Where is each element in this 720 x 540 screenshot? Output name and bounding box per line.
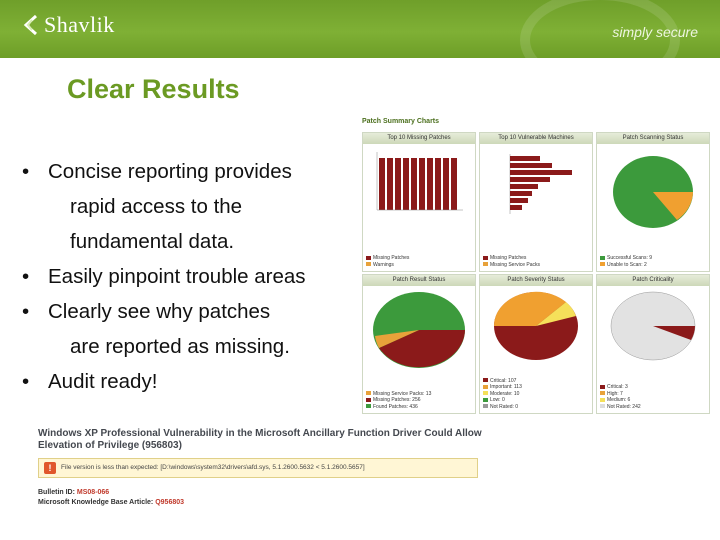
panel-title: Patch Severity Status [480,275,592,286]
bullet-line: fundamental data. [70,230,235,253]
panel-title: Patch Result Status [363,275,475,286]
panel-legend: Successful Scans: 9 Unable to Scan: 2 [600,255,652,268]
panel-title: Top 10 Vulnerable Machines [480,133,592,144]
missing-patches-bar-chart [363,144,475,244]
panel-top-missing-patches [362,132,476,272]
panel-patch-severity-status [479,274,593,414]
vulnerable-machines-bar-chart [480,144,592,244]
kb-label: Microsoft Knowledge Base Article: [38,499,154,506]
bullet-dot: • [22,300,30,323]
criticality-pie [597,286,709,374]
panel-top-vulnerable-machines [479,132,593,272]
bullet-dot: • [22,265,30,288]
kb-article-link[interactable]: Q956803 [155,499,185,506]
slide-title: Clear Results [67,74,240,104]
bullet-dot: • [22,160,30,183]
bulletin-id-link[interactable]: MS08-066 [76,489,110,496]
bullet-line: are reported as missing. [70,335,290,358]
bullet-dot: • [22,370,30,393]
warning-icon: ! [44,462,56,474]
bullet-item [22,294,362,364]
bullet-line: rapid access to the [70,195,243,218]
header-banner [0,0,720,58]
panel-legend: Critical: 107 Important: 113 Moderate: 10 Low: 0 Not Rated: 0 [483,378,522,411]
bullet-list [22,154,362,399]
panel-legend: Critical: 3 High: 7 Medium: 6 Not Rated: 242 [600,384,641,410]
panel-title: Top 10 Missing Patches [363,133,475,144]
panel-title: Patch Scanning Status [597,133,709,144]
shavlik-logo-icon [22,14,40,36]
bulletin-title: Windows XP Professional Vulnerability in the Microsoft Ancillary Function Driver Could Allow Elevation of Privilege (956803) [38,428,482,451]
bullet-item [22,259,362,294]
patch-summary-dashboard [360,116,712,412]
panel-patch-scanning-status [596,132,710,272]
bulletin-id-label: Bulletin ID: [38,489,75,496]
panel-patch-criticality [596,274,710,414]
bullet-item [22,364,362,399]
severity-status-pie [480,286,592,374]
scanning-status-pie [597,144,709,244]
result-status-pie [363,286,475,374]
brand-tagline: simply secure [612,24,698,40]
bullet-item [22,154,362,259]
brand-logo [22,12,115,38]
bulletin-meta [38,488,184,508]
vulnerability-bulletin [30,418,710,518]
panel-title: Patch Criticality [597,275,709,286]
file-version-alert [38,458,478,478]
bullet-line: Concise reporting provides [48,160,292,183]
panel-legend: Missing Patches Warnings [366,255,409,268]
dashboard-title: Patch Summary Charts [362,118,440,125]
bullet-line: Clearly see why patches [48,300,271,323]
brand-name: Shavlik [44,12,115,37]
decorative-swirl [520,0,680,90]
panel-legend: Missing Patches Missing Service Packs [483,255,540,268]
alert-text: File version is less than expected: [D:\windows\system32\drivers\afd.sys, 5.1.2600.5632 < 5.1.2600.5657] [61,464,365,471]
panel-legend: Missing Service Packs: 13 Missing Patches: 256 Found Patches: 436 [366,391,431,411]
bullet-line: Audit ready! [48,370,158,393]
bullet-line: Easily pinpoint trouble areas [48,265,306,288]
panel-patch-result-status [362,274,476,414]
